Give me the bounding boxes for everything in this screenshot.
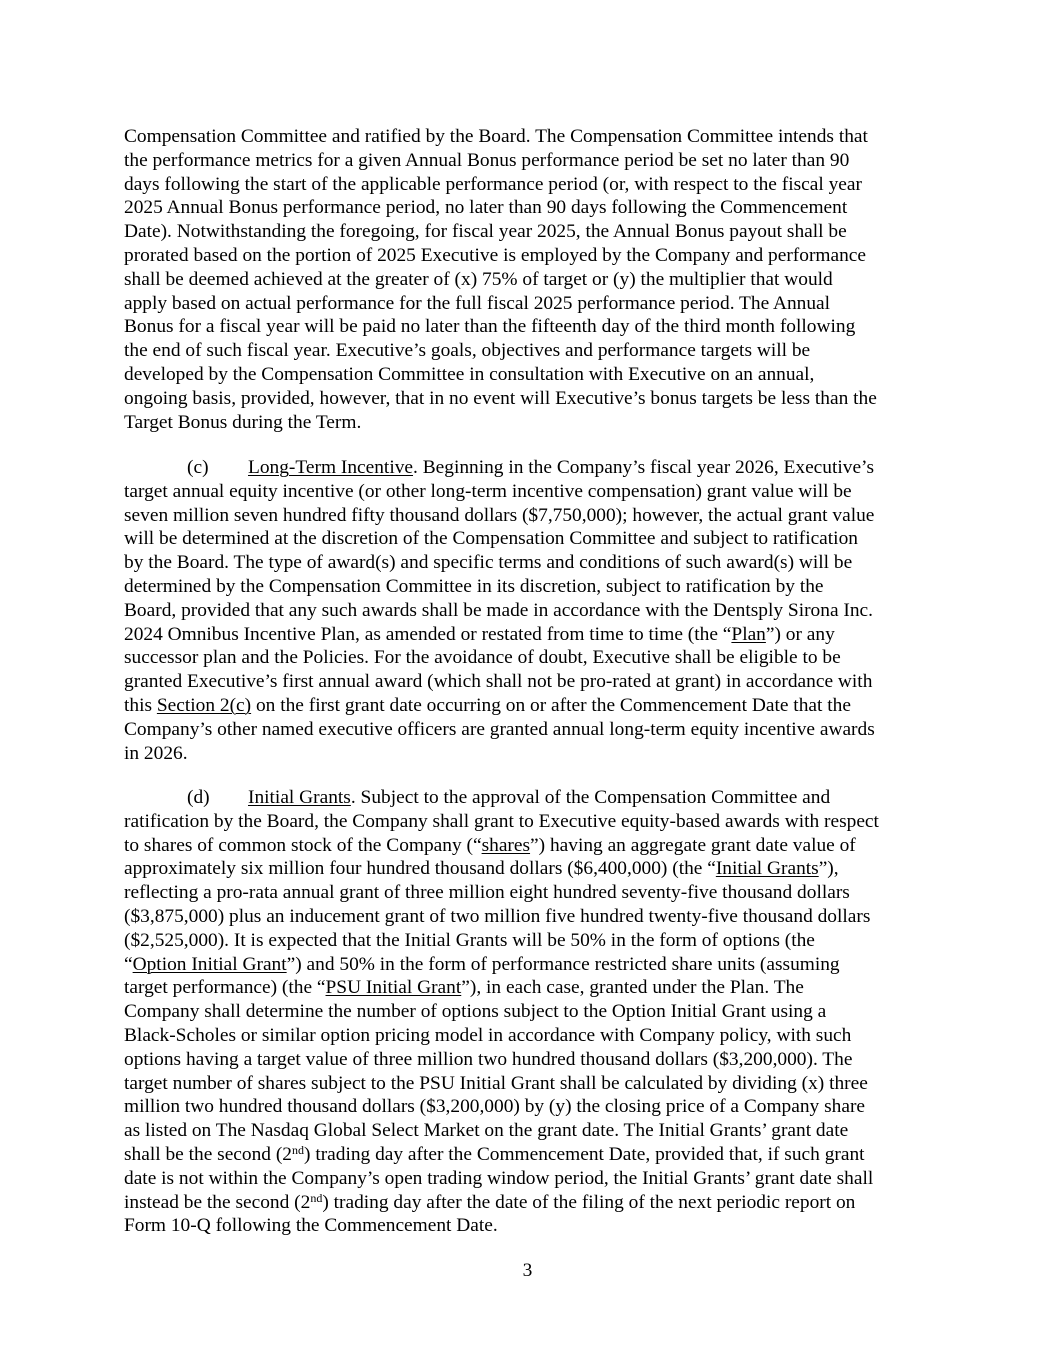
text-line: Board, provided that any such awards shall be made in accordance with the Dentsply Sirona Inc. [124,599,874,621]
text-line: the end of such fiscal year. Executive’s goals, objectives and performance targets will be [124,340,811,362]
text-run: approximately six million four hundred thousand dollars ($6,400,000) (the “ [124,858,716,880]
text-line: target annual equity incentive (or other long-term incentive compensation) grant value will be [124,480,852,502]
text-line [124,786,944,810]
text-line: reflecting a pro-rata annual grant of three million eight hundred seventy-five thousand dollars [124,882,850,904]
text-run: ) trading day after the Commencement Date, provided that, if such grant [304,1143,865,1165]
paragraph-c-long-term-incentive [124,456,944,765]
text-line [124,623,944,647]
text-run: ”) and 50% in the form of performance restricted share units (assuming [286,953,840,975]
text-line: as listed on The Nasdaq Global Select Market on the grant date. The Initial Grants’ grant date [124,1120,849,1142]
text-line: will be determined at the discretion of the Compensation Committee and subject to ratification [124,528,858,550]
text-run: target performance) (the “ [124,977,326,999]
text-line: seven million seven hundred fifty thousand dollars ($7,750,000); however, the actual grant value [124,504,875,526]
text-run: “ [124,953,133,975]
text-line: Company shall determine the number of options subject to the Option Initial Grant using a [124,1001,827,1023]
defined-term: shares [481,834,531,856]
text-line [124,857,944,881]
text-line: successor plan and the Policies. For the avoidance of doubt, Executive shall be eligible to be [124,647,841,669]
text-line: Company’s other named executive officers are granted annual long-term equity incentive awards [124,718,875,740]
section-label: (d) [187,787,210,808]
text-run: this [124,694,157,716]
text-line: ($2,525,000). It is expected that the Initial Grants will be 50% in the form of options (the [124,929,815,951]
text-run: . Beginning in the Company’s fiscal year 2026, Executive’s [413,457,874,478]
text-line: date is not within the Company’s open trading window period, the Initial Grants’ grant date shall [124,1167,874,1189]
text-line: days following the start of the applicable performance period (or, with respect to the fiscal year [124,173,862,195]
text-run: ”), [818,858,839,880]
text-line [124,694,944,718]
defined-term: Initial Grants [715,858,819,880]
text-line: target number of shares subject to the PSU Initial Grant shall be calculated by dividing (x) three [124,1072,868,1094]
section-heading: Long-Term Incentive [248,457,414,478]
text-line: Bonus for a fiscal year will be paid no later than the fifteenth day of the third month following [124,316,856,338]
page-number: 3 [522,1260,533,1281]
text-line: the performance metrics for a given Annual Bonus performance period be set no later than 90 [124,149,850,171]
text-run: on the first grant date occurring on or after the Commencement Date that the [251,694,851,716]
paragraph-b-continued [124,125,944,434]
text-run: ”) or any [765,623,835,645]
section-reference: Section 2(c) [156,694,252,716]
text-line [124,1191,944,1215]
text-line: ratification by the Board, the Company shall grant to Executive equity-based awards with respect [124,810,879,832]
text-line [124,976,944,1000]
text-line: prorated based on the portion of 2025 Executive is employed by the Company and performance [124,244,867,266]
section-label: (c) [187,457,209,478]
ordinal-suffix: nd [292,1142,305,1157]
text-line: in 2026. [124,742,188,764]
text-run: ”) having an aggregate grant date value of [530,834,856,856]
text-line: million two hundred thousand dollars ($3,200,000) by (y) the closing price of a Company share [124,1096,866,1118]
text-line: by the Board. The type of award(s) and specific terms and conditions of such award(s) will be [124,552,853,574]
text-run: 2024 Omnibus Incentive Plan, as amended or restated from time to time (the “ [124,623,732,645]
section-heading: Initial Grants [248,787,351,808]
paragraph-d-initial-grants [124,786,944,1238]
text-line [124,456,944,480]
text-line: apply based on actual performance for the full fiscal 2025 performance period. The Annual [124,292,831,314]
text-line: Date). Notwithstanding the foregoing, for fiscal year 2025, the Annual Bonus payout shall be [124,221,847,243]
defined-term: PSU Initial Grant [325,977,462,999]
text-line: determined by the Compensation Committee in its discretion, subject to ratification by the [124,575,824,597]
text-line: granted Executive’s first annual award (which shall not be pro-rated at grant) in accordance with [124,671,873,693]
text-line [124,1143,944,1167]
text-line: ($3,875,000) plus an inducement grant of two million five hundred twenty-five thousand dollars [124,905,871,927]
text-line: Black-Scholes or similar option pricing model in accordance with Company policy, with such [124,1024,852,1046]
text-run: to shares of common stock of the Company (“ [124,834,482,856]
ordinal-suffix: nd [310,1190,323,1205]
text-line: Form 10-Q following the Commencement Date. [124,1215,498,1237]
text-line: ongoing basis, provided, however, that in no event will Executive’s bonus targets be less than the [124,387,877,409]
text-run: ”), in each case, granted under the Plan. The [461,977,804,999]
text-line [124,834,944,858]
text-run: shall be the second (2 [124,1143,293,1165]
text-line: options having a target value of three million two hundred thousand dollars ($3,200,000). The [124,1048,853,1070]
text-run: . Subject to the approval of the Compensation Committee and [350,787,831,808]
text-line: 2025 Annual Bonus performance period, no later than 90 days following the Commencement [124,197,848,219]
text-line: shall be deemed achieved at the greater of (x) 75% of target or (y) the multiplier that would [124,268,833,290]
defined-term: Option Initial Grant [132,953,287,975]
text-line: developed by the Compensation Committee in consultation with Executive on an annual, [124,363,815,385]
text-line: Compensation Committee and ratified by the Board. The Compensation Committee intends that [124,126,868,147]
text-line [124,953,944,977]
text-line: Target Bonus during the Term. [124,411,362,433]
text-run: ) trading day after the date of the filing of the next periodic report on [322,1191,856,1213]
defined-term: Plan [731,623,766,645]
text-run: instead be the second (2 [124,1191,311,1213]
